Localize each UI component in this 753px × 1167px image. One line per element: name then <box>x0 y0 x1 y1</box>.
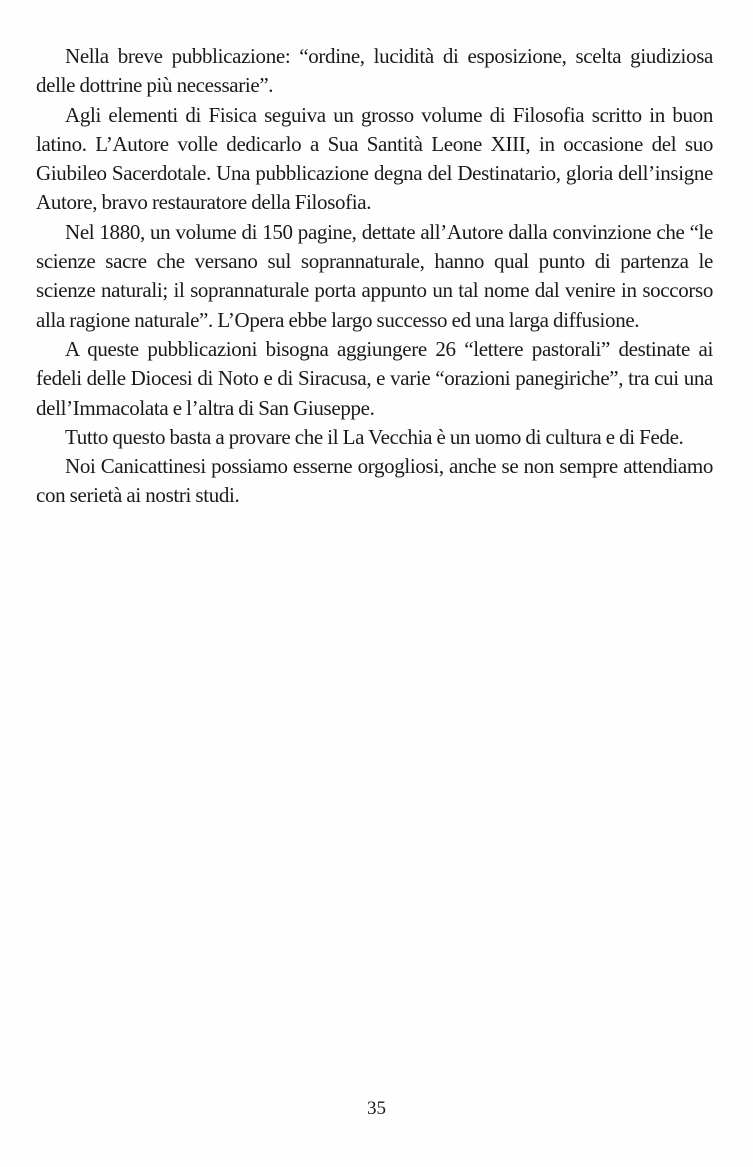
paragraph: Noi Canicattinesi possiamo esserne orgogliosi, anche se non sempre attendiamo con serietà ai nostri studi. <box>36 454 713 508</box>
paragraph: Agli elementi di Fisica seguiva un grosso volume di Filosofia scritto in buon latino. L’Autore volle dedicarlo a Sua Santità Leone XIII, in occasione del suo Giubileo Sacerdotale. Una pubblicazione degna del Destinatario, gloria dell’insigne Autore, bravo restauratore della Filosofia. <box>36 102 713 215</box>
paragraph: Nel 1880, un volume di 150 pagine, dettate all’Autore dalla convinzione che “le scienze sacre che versano sul soprannaturale, hanno qual punto di partenza le scienze naturali; il soprannaturale porta appunto un tal nome dal venire in soccorso alla ragione naturale”. L’Opera ebbe largo successo ed una larga diffusione. <box>36 219 713 332</box>
paragraph: Tutto questo basta a provare che il La Vecchia è un uomo di cultura e di Fede. <box>65 424 684 449</box>
paragraph: A queste pubblicazioni bisogna aggiungere 26 “lettere pastorali” destinate ai fedeli delle Diocesi di Noto e di Siracusa, e varie “orazioni panegiriche”, tra cui una dell’Immacolata e l’altra di San Giuseppe. <box>36 336 713 420</box>
paragraph: Nella breve pubblicazione: “ordine, lucidità di esposizione, scelta giudiziosa delle dottrine più necessarie”. <box>36 44 713 98</box>
page-number: 35 <box>367 1098 386 1119</box>
body-text <box>36 42 713 511</box>
